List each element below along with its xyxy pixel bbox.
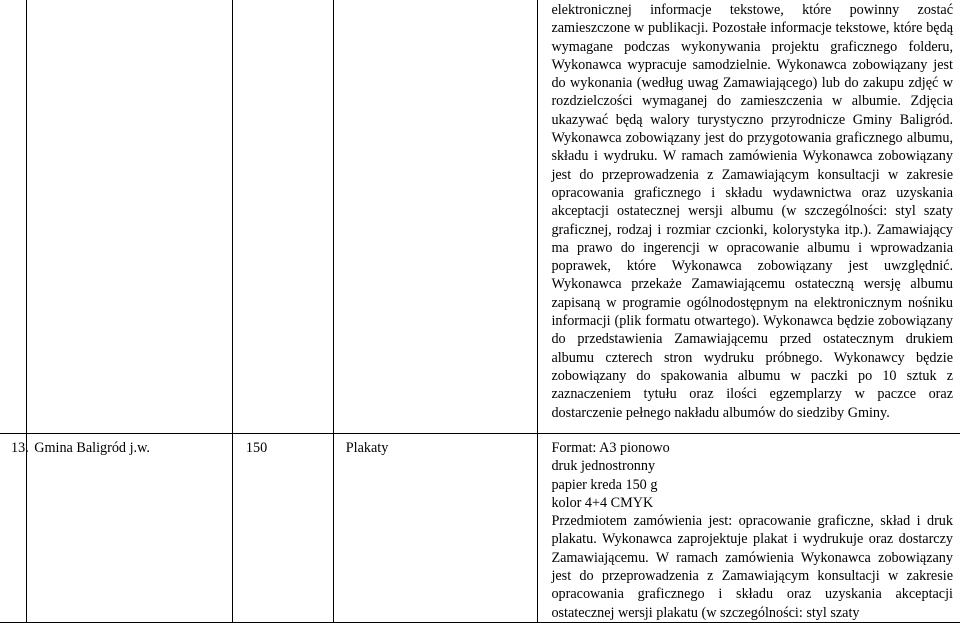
row-number-cell bbox=[0, 0, 27, 434]
recipient-cell bbox=[27, 0, 233, 434]
quantity-cell: 150 bbox=[232, 434, 333, 623]
product-cell bbox=[333, 0, 538, 434]
product-cell: Plakaty bbox=[333, 434, 538, 623]
description-text: elektronicznej informacje tekstowe, które powinny zostać zamieszczone w publikacji. Pozostałe informacje tekstowe, które będą wymagane podczas wykonywania projektu graficznego folderu, Wykonawca wypracuje samodzielnie. Wykonawca zobowiązany jest do wykonania (według uwag Zamawiającego) lub do zakupu zdjęć w rozdzielczości wymaganej do zamieszczenia w albumie. Zdjęcia ukazywać będą walory turystyczno przyrodnicze Gminy Baligród. Wykonawca zobowiązany jest do przygotowania graficznego albumu, składu i wydruku. W ramach zamówienia Wykonawca zobowiązany jest do przeprowadzenia z Zamawiającym konsultacji w zakresie opracowania graficznego i składu wydawnictwa oraz uzyskania akceptacji ostatecznej wersji albumu (w szczególności: styl szaty graficznej, rodzaj i rozmiar czcionki, kolorystyka itp.). Zamawiający ma prawo do ingerencji w opracowanie albumu i wprowadzania poprawek, które Wykonawca zobowiązany jest uwzględnić. Wykonawca przekaże Zamawiającemu ostateczną wersję albumu zapisaną w programie ogólnodostępnym na elektronicznym nośniku informacji (plik formatu otwartego). Wykonawca będzie zobowiązany do przedstawienia Zamawiającemu przed ostatecznym drukiem albumu czterech stron wydruku próbnego. Wykonawcy będzie zobowiązany do spakowania albumu w paczki po 10 sztuk z zaznaczeniem tytułu oraz ilości egzemplarzy w paczce oraz dostarczenie pełnego nakładu albumów do siedziby Gminy. bbox=[551, 2, 953, 421]
description-cell bbox=[538, 434, 960, 623]
spec-line: papier kreda 150 g bbox=[551, 476, 658, 493]
description-cell bbox=[538, 0, 960, 434]
quantity-cell bbox=[232, 0, 333, 434]
row-number-cell: 13. bbox=[0, 434, 27, 623]
spec-line: Format: A3 pionowo bbox=[551, 440, 670, 456]
recipient-cell: Gmina Baligród j.w. bbox=[27, 434, 233, 623]
spec-line: druk jednostronny bbox=[551, 458, 656, 475]
spec-line: kolor 4+4 CMYK bbox=[551, 494, 654, 511]
table-row bbox=[0, 434, 960, 623]
description-text: Przedmiotem zamówienia jest: opracowanie graficzne, skład i druk plakatu. Wykonawca zaprojektuje plakat i wydrukuje oraz dostarczy Zamawiającemu. W ramach zamówienia Wykonawca zobowiązany jest do przeprowadzenia z Zamawiającym konsultacji w zakresie opracowania graficznego i składu oraz uzyskania akceptacji ostatecznej wersji plakatu (w szczególności: styl szaty bbox=[551, 513, 953, 621]
